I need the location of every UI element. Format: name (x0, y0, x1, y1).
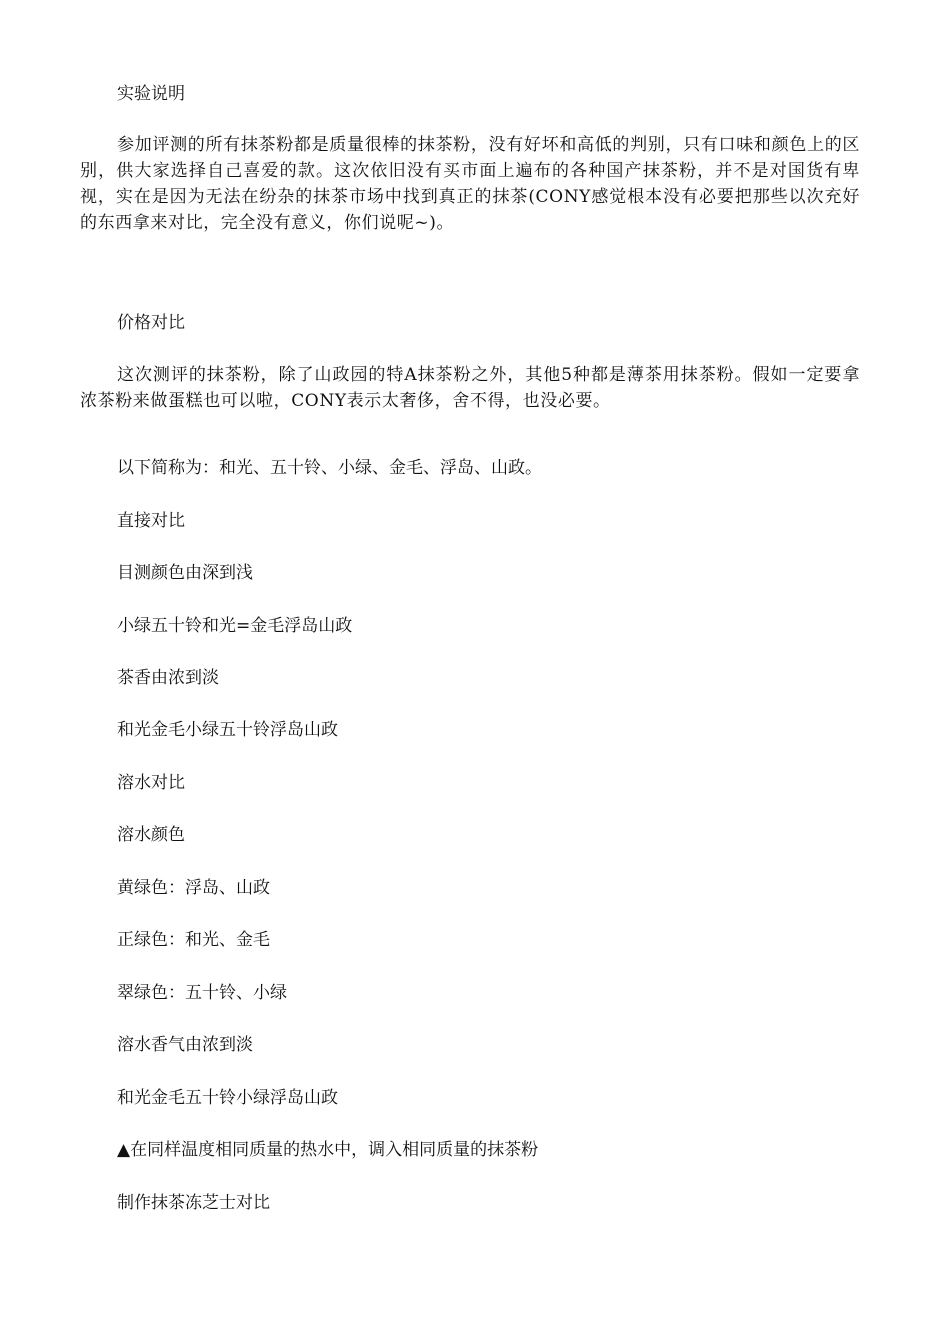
heading-price: 价格对比 (117, 313, 185, 333)
heading-experiment: 实验说明 (117, 84, 185, 104)
abbreviation-list: 以下简称为：和光、五十铃、小绿、金毛、浮岛、山政。 (117, 458, 542, 478)
dissolve-aroma-order: 和光金毛五十铃小绿浮岛山政 (117, 1088, 338, 1108)
method-note: ▲在同样温度相同质量的热水中，调入相同质量的抹茶粉 (117, 1140, 539, 1160)
dissolve-color-label: 溶水颜色 (117, 825, 185, 845)
heading-direct-compare: 直接对比 (117, 511, 185, 531)
paragraph-experiment: 参加评测的所有抹茶粉都是质量很棒的抹茶粉，没有好坏和高低的判别，只有口味和颜色上的区别，供大家选择自己喜爱的款。这次依旧没有买市面上遍布的各种国产抹茶粉，并不是对国货有卑视，实在是因为无法在纷杂的抹茶市场中找到真正的抹茶(CONY感觉根本没有必要把那些以次充好的东西拿来对比，完全没有意义，你们说呢~)。 (80, 135, 860, 233)
aroma-order: 和光金毛小绿五十铃浮岛山政 (117, 720, 338, 740)
aroma-order-label: 茶香由浓到淡 (117, 668, 219, 688)
yellow-green-group: 黄绿色：浮岛、山政 (117, 878, 270, 898)
paragraph-price: 这次测评的抹茶粉，除了山政园的特A抹茶粉之外，其他5种都是薄茶用抹茶粉。假如一定要拿浓茶粉来做蛋糕也可以啦，CONY表示太奢侈，舍不得，也没必要。 (80, 365, 860, 411)
emerald-green-group: 翠绿色：五十铃、小绿 (117, 983, 287, 1003)
true-green-group: 正绿色：和光、金毛 (117, 930, 270, 950)
color-order: 小绿五十铃和光=金毛浮岛山政 (117, 616, 353, 636)
dissolve-aroma-label: 溶水香气由浓到淡 (117, 1035, 253, 1055)
heading-dissolve-compare: 溶水对比 (117, 773, 185, 793)
color-order-label: 目测颜色由深到浅 (117, 563, 253, 583)
heading-cheesecake-compare: 制作抹茶冻芝士对比 (117, 1193, 270, 1213)
